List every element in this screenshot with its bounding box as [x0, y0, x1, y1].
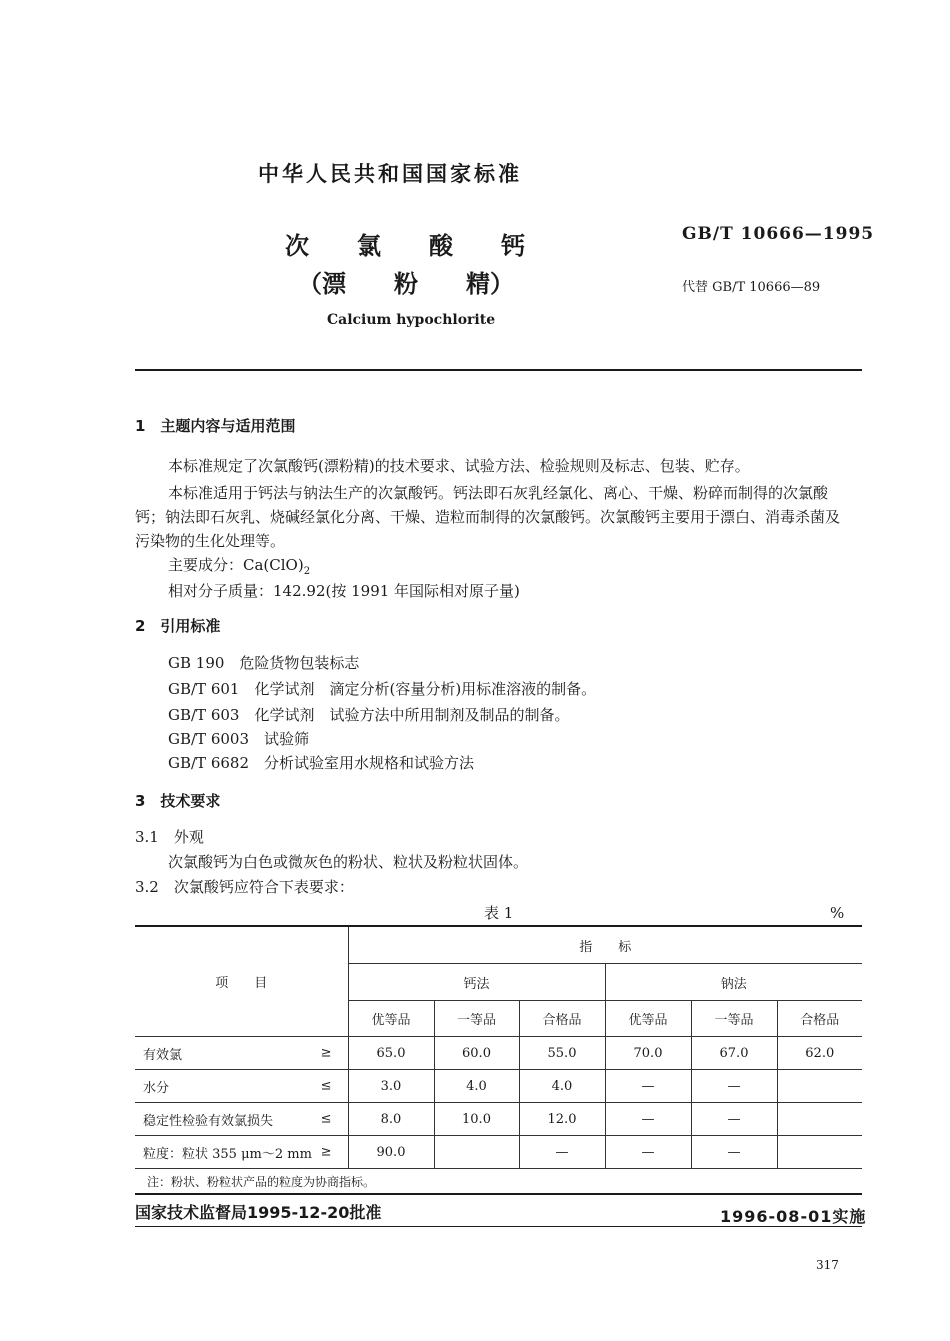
- table-row: [135, 1070, 862, 1103]
- value-cell: —: [605, 1070, 691, 1103]
- header-index: 指 标: [348, 926, 862, 964]
- row-item: [135, 1136, 348, 1169]
- approval-statement: 国家技术监督局1995-12-20批准: [135, 1203, 382, 1222]
- table-row: [135, 1103, 862, 1136]
- grade-cell: 一等品: [691, 1001, 777, 1037]
- row-item-label: 稳定性检验有效氯损失: [143, 1113, 274, 1129]
- value-cell: 60.0: [434, 1037, 519, 1070]
- row-item: [135, 1070, 348, 1103]
- value-cell: —: [691, 1070, 777, 1103]
- english-title: Calcium hypochlorite: [327, 312, 496, 328]
- value-cell: 12.0: [519, 1103, 605, 1136]
- value-cell: [777, 1070, 862, 1103]
- replaces-note: 代替 GB/T 10666—89: [682, 280, 821, 295]
- spec-table: [135, 925, 862, 1195]
- reference-gbt6003: GB/T 6003 试验筛: [168, 730, 310, 748]
- grade-cell: 优等品: [605, 1001, 691, 1037]
- document-title: 次 氯 酸 钙: [285, 232, 525, 260]
- value-cell: —: [691, 1103, 777, 1136]
- main-component-label: 主要成分：Ca(ClO): [168, 556, 304, 574]
- row-item-label: 水分: [143, 1080, 170, 1096]
- reference-gb190: GB 190 危险货物包装标志: [168, 654, 360, 672]
- row-item-symbol: ≥: [320, 1144, 332, 1160]
- molecular-mass: 相对分子质量：142.92(按 1991 年国际相对原子量): [168, 582, 520, 600]
- value-cell: 3.0: [348, 1070, 434, 1103]
- value-cell: 4.0: [434, 1070, 519, 1103]
- value-cell: [434, 1136, 519, 1169]
- row-item-symbol: ≥: [320, 1045, 332, 1061]
- table-row: [135, 1037, 862, 1070]
- section-1-heading: 1 主题内容与适用范围: [135, 417, 296, 435]
- section-1-para-2-line-1: 本标准适用于钙法与钠法生产的次氯酸钙。钙法即石灰乳经氯化、离心、干燥、粉碎而制得的次氯酸: [168, 484, 829, 502]
- value-cell: [777, 1136, 862, 1169]
- table-note-row: [135, 1169, 862, 1195]
- value-cell: 67.0: [691, 1037, 777, 1070]
- section-3-heading: 3 技术要求: [135, 792, 221, 810]
- value-cell: [777, 1103, 862, 1136]
- value-cell: 4.0: [519, 1070, 605, 1103]
- value-cell: 8.0: [348, 1103, 434, 1136]
- row-item: [135, 1103, 348, 1136]
- value-cell: 90.0: [348, 1136, 434, 1169]
- reference-gbt603: GB/T 603 化学试剂 试验方法中所用制剂及制品的制备。: [168, 706, 570, 724]
- main-component: [168, 554, 310, 577]
- grade-cell: 合格品: [777, 1001, 862, 1037]
- value-cell: 55.0: [519, 1037, 605, 1070]
- section-3-1-text: 次氯酸钙为白色或微灰色的粉状、粒状及粉粒状固体。: [168, 853, 529, 871]
- value-cell: —: [519, 1136, 605, 1169]
- section-3-2-heading: 3.2 次氯酸钙应符合下表要求：: [135, 878, 354, 896]
- table-unit: %: [830, 904, 845, 922]
- row-item-symbol: ≤: [320, 1078, 332, 1094]
- table-row: [135, 1136, 862, 1169]
- row-item-label: 粒度：粒状 355 μm～2 mm: [143, 1146, 312, 1162]
- document-subtitle: （漂 粉 精）: [298, 270, 514, 298]
- section-3-1-heading: 3.1 外观: [135, 828, 204, 846]
- value-cell: 70.0: [605, 1037, 691, 1070]
- row-item: [135, 1037, 348, 1070]
- section-2-heading: 2 引用标准: [135, 617, 221, 635]
- table-header-row: [135, 926, 862, 964]
- grade-cell: 合格品: [519, 1001, 605, 1037]
- standard-number: GB/T 10666—1995: [682, 224, 875, 244]
- reference-gbt6682: GB/T 6682 分析试验室用水规格和试验方法: [168, 754, 475, 772]
- table-caption: 表 1: [484, 904, 514, 922]
- section-1-para-2-line-2: 钙；钠法即石灰乳、烧碱经氯化分离、干燥、造粒而制得的次氯酸钙。次氯酸钙主要用于漂白、消毒杀菌及: [135, 508, 841, 526]
- section-1-para-2-line-3: 污染物的生化处理等。: [135, 532, 286, 550]
- footer-rule: [135, 1226, 862, 1227]
- page-number: 317: [816, 1258, 839, 1272]
- grade-cell: 优等品: [348, 1001, 434, 1037]
- value-cell: 65.0: [348, 1037, 434, 1070]
- group-calcium-method: 钙法: [348, 964, 605, 1001]
- row-item-label: 有效氯: [143, 1047, 183, 1063]
- value-cell: 10.0: [434, 1103, 519, 1136]
- section-1-para-1: 本标准规定了次氯酸钙(漂粉精)的技术要求、试验方法、检验规则及标志、包装、贮存。: [168, 457, 750, 475]
- org-title: 中华人民共和国国家标准: [258, 162, 522, 186]
- table-note: 注：粉状、粉粒状产品的粒度为协商指标。: [135, 1169, 862, 1195]
- reference-gbt601: GB/T 601 化学试剂 滴定分析(容量分析)用标准溶液的制备。: [168, 680, 597, 698]
- grade-cell: 一等品: [434, 1001, 519, 1037]
- header-item: 项 目: [135, 926, 348, 1037]
- header-rule: [135, 369, 862, 371]
- group-sodium-method: 钠法: [605, 964, 862, 1001]
- main-component-subscript: 2: [303, 566, 311, 577]
- value-cell: —: [605, 1103, 691, 1136]
- value-cell: 62.0: [777, 1037, 862, 1070]
- effective-date: 1996-08-01实施: [720, 1207, 867, 1226]
- value-cell: —: [691, 1136, 777, 1169]
- row-item-symbol: ≤: [320, 1111, 332, 1127]
- value-cell: —: [605, 1136, 691, 1169]
